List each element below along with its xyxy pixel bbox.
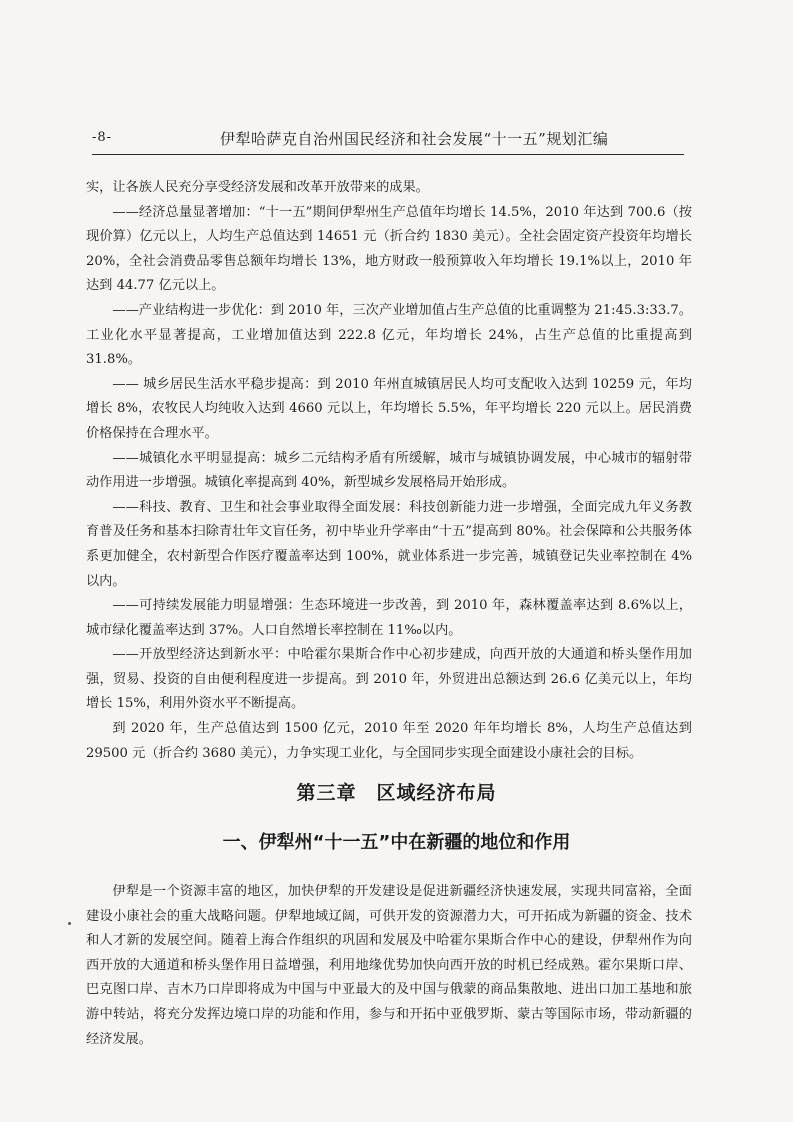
section-title: 一、伊犁州“十一五”中在新疆的地位和作用 [222,832,571,853]
paragraph-industrial-structure: ——产业结构进一步优化：到 2010 年，三次产业增加值占生产总值的比重调整为 21:45.3:33.7。工业化水平显著提高，工业增加值达到 222.8 亿元，年均增长 24%，占生产总值的比重提高到 31.8%。 [86,302,692,368]
paragraph-economic-growth: ——经济总量显著增加：“十一五”期间伊犁州生产总值年均增长 14.5%，2010 年达到 700.6（按现价算）亿元以上，人均生产总值达到 14651 元（折合约 1830 美元）。全社会固定资产投资年均增长 20%，全社会消费品零售总额年均增长 13%，地方财政一般预算收入年均增长 19.1%以上，2010 年达到 44.77 亿元以上。 [86,204,692,294]
page-header [92,126,684,152]
paragraph-open-economy: ——开放型经济达到新水平：中哈霍尔果斯合作中心初步建成，向西开放的大通道和桥头堡作用加强，贸易、投资的自由便利程度进一步提高。到 2010 年，外贸进出总额达到 26.6 亿美元以上，年均增长 15%，利用外资水平不断提高。 [86,647,692,712]
body-text-section-1 [86,176,692,766]
paragraph-continuation: 实，让各族人民充分享受经济发展和改革开放带来的成果。 [86,180,429,195]
page-number: -8- [92,130,113,145]
body-text-section-2 [86,880,692,1052]
chapter-title: 第三章 区域经济布局 [296,782,497,804]
paragraph-ili-role: 伊犁是一个资源丰富的地区，加快伊犁的开发建设是促进新疆经济快速发展，实现共同富裕，全面建设小康社会的重大战略问题。伊犁地域辽阔，可供开发的资源潜力大，可开拓成为新疆的资金、技术和人才新的发展空间。随着上海合作组织的巩固和发展及中哈霍尔果斯合作中心的建设，伊犁州作为向西开放的大通道和桥头堡作用日益增强，利用地缘优势加快向西开放的时机已经成熟。霍尔果斯口岸、巴克图口岸、吉木乃口岸即将成为中国与中亚最大的及中国与俄蒙的商品集散地、进出口加工基地和旅游中转站，将充分发挥边境口岸的功能和作用，参与和开拓中亚俄罗斯、蒙古等国际市场，带动新疆的经济发展。 [86,884,692,1047]
paragraph-2020-goals: 到 2020 年，生产总值达到 1500 亿元，2010 年至 2020 年年均增长 8%，人均生产总值达到 29500 元（折合约 3680 美元），力争实现工业化，与全国同步实现全面建设小康社会的目标。 [86,721,692,761]
scan-speck [68,922,71,925]
paragraph-sustainability: ——可持续发展能力明显增强：生态环境进一步改善，到 2010 年，森林覆盖率达到 8.6%以上，城市绿化覆盖率达到 37%。人口自然增长率控制在 11‰以内。 [86,598,692,638]
paragraph-urbanization: ——城镇化水平明显提高：城乡二元结构矛盾有所缓解，城市与城镇协调发展，中心城市的辐射带动作用进一步增强。城镇化率提高到 40%，新型城乡发展格局开始形成。 [86,450,692,491]
header-rule [92,154,684,155]
running-title: 伊犁哈萨克自治州国民经济和社会发展“十一五”规划汇编 [220,130,609,148]
paragraph-living-standards: —— 城乡居民生活水平稳步提高：到 2010 年州直城镇居民人均可支配收入达到 10259 元，年均增长 8%，农牧民人均纯收入达到 4660 元以上，年均增长 5.5%，年平均增长 220 元以上。居民消费价格保持在合理水平。 [86,376,692,441]
paragraph-social-development: ——科技、教育、卫生和社会事业取得全面发展：科技创新能力进一步增强，全面完成九年义务教育普及任务和基本扫除青壮年文盲任务，初中毕业升学率由“十五”提高到 80%。社会保障和公共服务体系更加健全，农村新型合作医疗覆盖率达到 100%，就业体系进一步完善，城镇登记失业率控制在 4%以内。 [86,499,692,589]
